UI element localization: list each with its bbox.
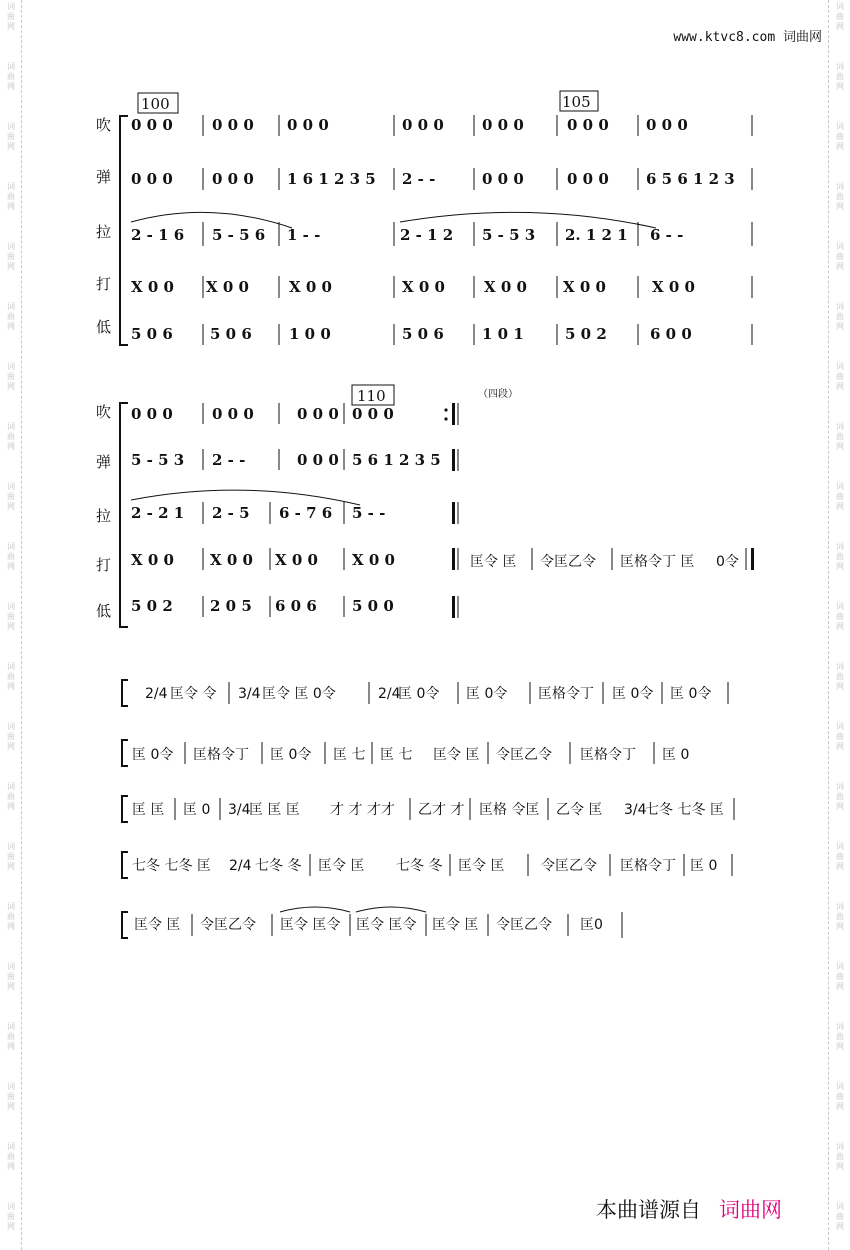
perc-cell: 匡 七 (380, 747, 413, 763)
measure: 5 0 6 (210, 325, 252, 343)
measure: 2 - - (212, 451, 246, 469)
line-bracket (122, 852, 128, 878)
measure: 6 - - (650, 226, 684, 244)
watermark-glyph: 词 曲 网 (836, 302, 844, 331)
watermark-glyph: 词 曲 网 (7, 482, 15, 511)
measure: 2 0 5 (210, 597, 252, 615)
measure: 5 6 1 2 3 5 (352, 451, 441, 469)
line-bracket (122, 912, 128, 938)
watermark-glyph: 词 曲 网 (836, 362, 844, 391)
perc-cell: 匡 七 (333, 747, 366, 763)
watermark-glyph: 词 曲 网 (836, 182, 844, 211)
measure: 0 0 0 (482, 170, 524, 188)
watermark-glyph: 词 曲 网 (836, 1202, 844, 1231)
footer-source (596, 1194, 782, 1224)
watermark-glyph: 词 曲 网 (7, 182, 15, 211)
instrument-label-tan: 弹 (96, 168, 112, 186)
measure: 5 0 6 (131, 325, 173, 343)
tie (356, 907, 426, 912)
watermark-glyph: 词 曲 网 (7, 62, 15, 91)
watermark-glyph: 词 曲 网 (7, 722, 15, 751)
perc-cell: 令匡乙令 (496, 917, 552, 933)
section-label: （四段） (478, 389, 518, 400)
measure: 5 - 5 6 (212, 226, 266, 244)
watermark-glyph: 词 曲 网 (836, 1082, 844, 1111)
measure: 0 0 0 (567, 170, 609, 188)
watermark-glyph: 词 曲 网 (7, 1202, 15, 1231)
measure: X 0 0 (563, 278, 606, 296)
time-signature: 3/4 (228, 802, 251, 818)
tie (280, 907, 350, 912)
perc-cell: 令匡乙令 (200, 917, 256, 933)
perc-cell: 匡 0 (690, 858, 718, 874)
measure: 0 0 0 (567, 116, 609, 134)
measure: 0 0 0 (212, 116, 254, 134)
footer-source-label: 本曲谱源自 (596, 1198, 701, 1222)
instrument-label-la: 拉 (96, 507, 112, 525)
instrument-label-di: 低 (96, 318, 112, 336)
watermark-glyph: 词 曲 网 (7, 542, 15, 571)
measure: 6 0 0 (650, 325, 692, 343)
watermark-glyph: 词 曲 网 (836, 962, 844, 991)
watermark-glyph: 词 曲 网 (7, 122, 15, 151)
instrument-label-la: 拉 (96, 223, 112, 241)
measure: X 0 0 (402, 278, 445, 296)
watermark-glyph: 词 曲 网 (836, 602, 844, 631)
perc-cell: 七冬 七冬 匡 (132, 858, 211, 874)
watermark-glyph: 词 曲 网 (836, 2, 844, 31)
line-bracket (122, 680, 128, 706)
measure: 2 - 5 (212, 504, 250, 522)
perc-cell: 匡 匡 (132, 802, 165, 818)
time-signature: 2/4 (145, 686, 168, 702)
measure: 0 0 0 (212, 405, 254, 423)
watermark-glyph: 词 曲 网 (836, 782, 844, 811)
measure: 0 0 0 (402, 116, 444, 134)
measure: 5 0 2 (131, 597, 173, 615)
perc-cell: 令匡乙令 (540, 554, 596, 570)
footer-brand-link[interactable]: 词曲网 (719, 1198, 782, 1222)
measure: 1 0 0 (289, 325, 331, 343)
measure: 0 0 0 (131, 170, 173, 188)
measure: 5 - 5 3 (482, 226, 536, 244)
perc-cell: 令匡乙令 (496, 747, 552, 763)
perc-cell: 乙令 匡 (556, 802, 603, 818)
instrument-label-chui: 吹 (96, 116, 112, 134)
watermark-glyph: 词 曲 网 (7, 242, 15, 271)
system-bracket (120, 116, 128, 345)
perc-cell: 匡 0令 (670, 686, 712, 702)
watermark-glyph: 词 曲 网 (836, 902, 844, 931)
watermark-glyph: 词 曲 网 (836, 482, 844, 511)
measure: 5 0 2 (565, 325, 607, 343)
perc-cell: 匡格令丁 匡 (620, 554, 695, 570)
watermark-glyph: 词 曲 网 (7, 2, 15, 31)
system-1 (96, 91, 752, 345)
site-name[interactable]: 词曲网 (782, 30, 822, 45)
watermark-glyph: 词 曲 网 (836, 842, 844, 871)
measure: X 0 0 (352, 551, 395, 569)
measure: 5 0 0 (352, 597, 394, 615)
measure: 0 0 0 (131, 405, 173, 423)
perc-cell: 匡 0令 (132, 747, 174, 763)
perc-cell: 匡 0令 (612, 686, 654, 702)
perc-cell: 匡令 匡 (458, 858, 505, 874)
measure: 1 6 1 2 3 5 (287, 170, 376, 188)
perc-cell: 匡 0 (662, 747, 690, 763)
measure: 0 0 0 (297, 451, 339, 469)
watermark-glyph: 词 曲 网 (7, 962, 15, 991)
instrument-label-tan: 弹 (96, 453, 112, 471)
time-signature: 2/4 (378, 686, 401, 702)
measure: 6 0 6 (275, 597, 317, 615)
slur (131, 490, 360, 505)
instrument-label-da: 打 (96, 556, 112, 574)
perc-cell: 匡令 匡 (433, 747, 480, 763)
system-2 (96, 385, 754, 627)
perc-cell: 匡 0令 (270, 747, 312, 763)
rehearsal-mark-110: 110 (357, 387, 386, 405)
perc-cell: 匡格令丁 (538, 686, 594, 702)
perc-cell: 匡令 匡 (134, 917, 181, 933)
perc-cell: 匡令 匡 (318, 858, 365, 874)
watermark-glyph: 词 曲 网 (7, 362, 15, 391)
measure: X 0 0 (210, 551, 253, 569)
watermark-glyph: 词 曲 网 (7, 902, 15, 931)
perc-cell: 0令 (716, 554, 739, 570)
watermark-glyph: 词 曲 网 (7, 602, 15, 631)
measure: 5 - - (352, 504, 386, 522)
measure: 2 - 1 2 (400, 226, 454, 244)
measure: 0 0 0 (646, 116, 688, 134)
perc-cell: 乙才 才 (418, 802, 465, 818)
perc-cell: 匡格令丁 (580, 747, 636, 763)
watermark-glyph: 词 曲 网 (836, 722, 844, 751)
instrument-label-da: 打 (96, 275, 112, 293)
measure: 2 - - (402, 170, 436, 188)
watermark-glyph: 词 曲 网 (7, 422, 15, 451)
measure: 5 - 5 3 (131, 451, 185, 469)
perc-cell: 匡令 匡 (432, 917, 479, 933)
perc-cell: 匡 匡 匡 (249, 802, 300, 818)
measure: X 0 0 (484, 278, 527, 296)
perc-cell: 匡 0 (183, 802, 211, 818)
watermark-glyph: 词 曲 网 (836, 62, 844, 91)
measure: 1 0 1 (482, 325, 524, 343)
watermark-glyph: 词 曲 网 (7, 1142, 15, 1171)
measure: 0 0 0 (297, 405, 339, 423)
perc-cell: 匡 0令 (466, 686, 508, 702)
measure: 2 - 1 6 (131, 226, 185, 244)
measure: 0 0 0 (212, 170, 254, 188)
rehearsal-mark-105: 105 (562, 93, 591, 111)
perc-cell: 七冬 冬 (396, 858, 443, 874)
measure: X 0 0 (652, 278, 695, 296)
site-url[interactable]: www.ktvc8.com (673, 30, 776, 45)
measure: X 0 0 (131, 551, 174, 569)
watermark-glyph: 词 曲 网 (7, 842, 15, 871)
perc-cell: 七冬 七冬 匡 (645, 802, 724, 818)
perc-cell: 匡令 匡 (470, 554, 517, 570)
instrument-label-chui: 吹 (96, 403, 112, 421)
measure: 0 0 0 (131, 116, 173, 134)
perc-cell: 匡0 (580, 917, 603, 933)
watermark-glyph: 词 曲 网 (836, 422, 844, 451)
measure: 1 - - (287, 226, 321, 244)
time-signature: 3/4 (238, 686, 261, 702)
measure: X 0 0 (289, 278, 332, 296)
percussion-section (122, 680, 734, 938)
watermark-glyph: 词 曲 网 (836, 242, 844, 271)
rehearsal-mark-100: 100 (141, 95, 170, 113)
watermark-glyph: 词 曲 网 (7, 1082, 15, 1111)
perc-cell: 匡 0令 (398, 686, 440, 702)
perc-cell: 匡令 匡令 (280, 917, 341, 933)
repeat-signs (444, 403, 754, 618)
line-bracket (122, 796, 128, 822)
perc-cell: 匡格 令匡 (479, 802, 540, 818)
perc-cell: 匡格令丁 (193, 747, 249, 763)
measure: 5 0 6 (402, 325, 444, 343)
time-signature: 3/4 (624, 802, 647, 818)
watermark-glyph: 词 曲 网 (7, 1022, 15, 1051)
measure: 2. 1 2 1 (565, 226, 628, 244)
measure: 2 - 2 1 (131, 504, 185, 522)
measure: 6 - 7 6 (279, 504, 333, 522)
perc-cell: 匡令 匡令 (356, 917, 417, 933)
watermark-glyph: 词 曲 网 (836, 122, 844, 151)
barlines-system-2 (203, 403, 612, 617)
measure: X 0 0 (275, 551, 318, 569)
watermark-glyph: 词 曲 网 (836, 1142, 844, 1171)
watermark-glyph: 词 曲 网 (7, 302, 15, 331)
measure: 6 5 6 1 2 3 (646, 170, 735, 188)
instrument-label-di: 低 (96, 602, 112, 620)
perc-cell: 匡令 匡 0令 (262, 686, 336, 702)
perc-cell: 匡格令丁 (620, 858, 676, 874)
perc-cell: 才 才 才才 (330, 802, 395, 818)
watermark-glyph: 词 曲 网 (836, 662, 844, 691)
measure: 0 0 0 (352, 405, 394, 423)
measure: X 0 0 (206, 278, 249, 296)
watermark-glyph: 词 曲 网 (7, 662, 15, 691)
watermark-glyph: 词 曲 网 (836, 542, 844, 571)
perc-cell: 七冬 冬 (255, 858, 302, 874)
measure: X 0 0 (131, 278, 174, 296)
watermark-glyph: 词 曲 网 (836, 1022, 844, 1051)
perc-cell: 匡令 令 (170, 686, 217, 702)
line-bracket (122, 740, 128, 766)
time-signature: 2/4 (229, 858, 252, 874)
watermark-glyph: 词 曲 网 (7, 782, 15, 811)
perc-cell: 令匡乙令 (541, 858, 597, 874)
measure: 0 0 0 (482, 116, 524, 134)
system-bracket (120, 403, 128, 627)
measure: 0 0 0 (287, 116, 329, 134)
